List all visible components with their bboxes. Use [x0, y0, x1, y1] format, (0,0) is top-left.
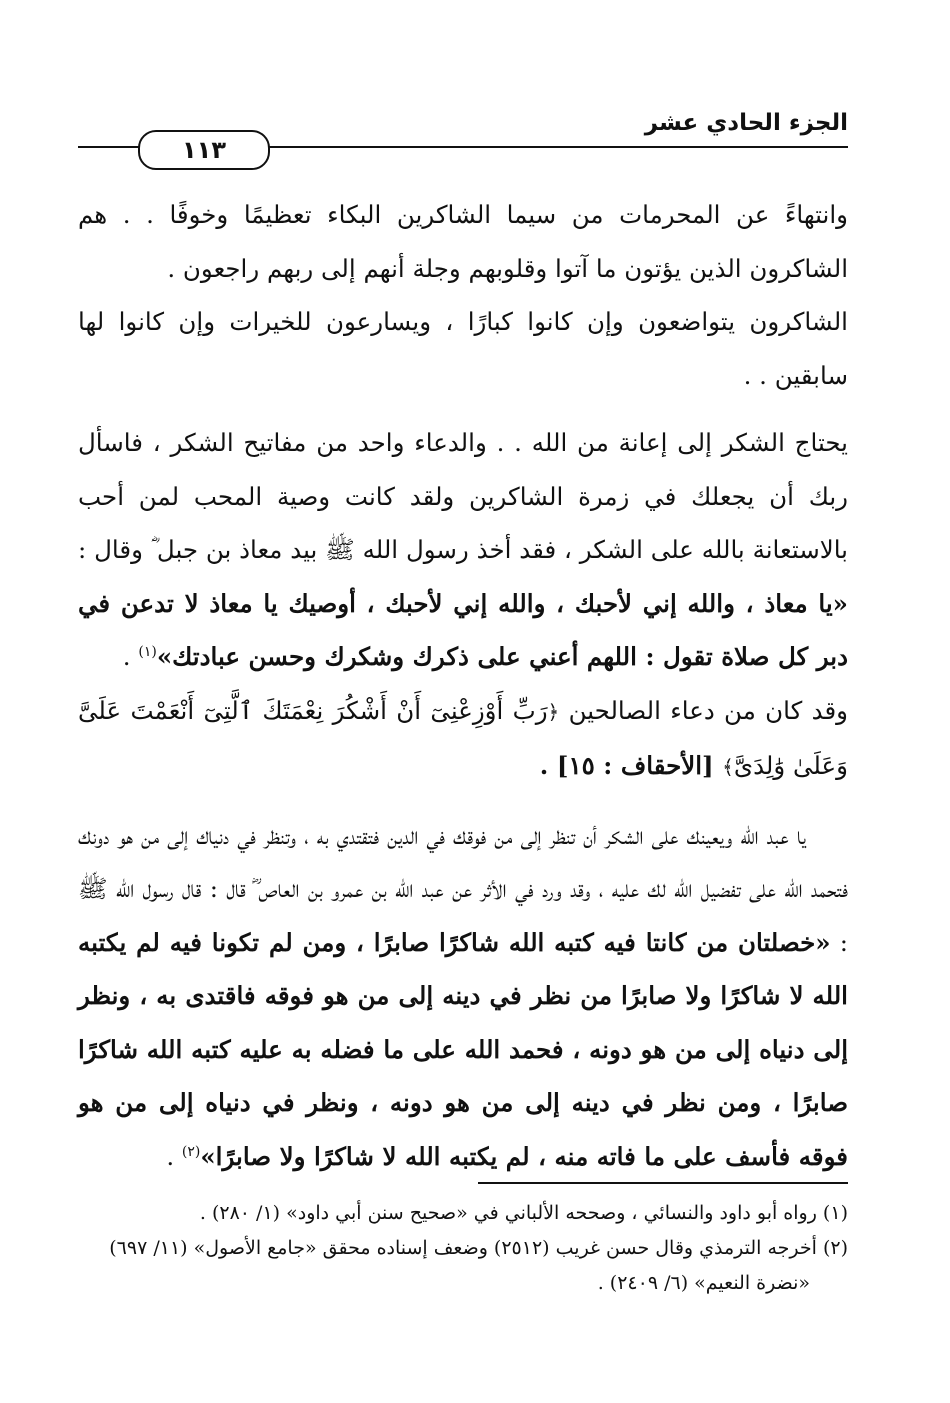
paragraph-5 — [78, 809, 848, 1184]
hadith-quote-1: «يا معاذ ، والله إني لأحبك ، والله إني لأحبك ، أوصيك يا معاذ لا تدعن في دبر كل صلاة تقول : اللهم أعني على ذكرك وشكرك وحسن عبادتك» — [78, 588, 848, 671]
paragraph-3 — [78, 416, 848, 684]
quran-close-bracket: ﴾ — [722, 755, 734, 779]
page-number: ١١٣ — [138, 130, 270, 170]
paragraph-5-text: يا عبد الله ويعينك على الشكر أن تنظر إلى من فوقك في الدين فتقتدي به ، وتنظر في دنياك إلى من هو دونك فتحمد الله على تفضيل الله لك عليه ، وقد ورد في الأثر عن عبد الله بن عمرو بن العاص ؓ قال : قال رسول الله ﷺ : — [78, 820, 848, 957]
quran-open-bracket: ﴿ — [547, 699, 560, 724]
paragraph-2: الشاكرون يتواضعون وإن كانوا كبارًا ، ويسارعون للخيرات وإن كانوا لها سابقين . . — [78, 307, 848, 390]
footnote-ref-1: (١) — [138, 643, 157, 660]
footnotes — [78, 1196, 848, 1301]
quran-verse: رَبِّ أَوْزِعْنِىٓ أَنْ أَشْكُرَ نِعْمَتَكَ ٱلَّتِىٓ أَنْعَمْتَ عَلَىَّ وَعَلَىٰ وَٰلِدَىَّ — [78, 695, 848, 780]
footnote-rule — [478, 1182, 848, 1184]
paragraph-4 — [78, 684, 848, 795]
footnote-2-continuation: «نضرة النعيم» (٦/ ٢٤٠٩) . — [597, 1272, 810, 1294]
paragraph-3-text: يحتاج الشكر إلى إعانة من الله . . والدعاء واحد من مفاتيح الشكر ، فاسأل ربك أن يجعلك في زمرة الشاكرين ولقد كانت وصية المحب لمن أحب بالاستعانة بالله على الشكر ، فقد أخذ رسول الله ﷺ بيد معاذ بن جبل ؓ وقال : — [78, 428, 848, 564]
footnote-2: (٢) أخرجه الترمذي وقال حسن غريب (٢٥١٢) وضعف إسناده محقق «جامع الأصول» (١١/ ٦٩٧) — [109, 1237, 848, 1259]
main-text — [78, 188, 848, 1183]
verse-citation: [الأحقاف : ١٥] . — [539, 751, 723, 780]
paragraph-3-end: . — [122, 642, 139, 671]
page-header — [78, 108, 848, 168]
hadith-quote-2: «خصلتان من كانتا فيه كتبه الله شاكرًا صابرًا ، ومن لم تكونا فيه لم يكتبه الله لا شاكرًا ولا صابرًا من نظر في دينه إلى من هو فوقه فاقتدى به ، ونظر إلى دنياه إلى من هو دونه ، فحمد الله على ما فضله به عليه كتبه الله شاكرًا صابرًا ، ومن نظر في دينه إلى من هو دونه ، ونظر في دنياه إلى من هو فوقه فأسف على ما فاته منه ، لم يكتبه الله لا شاكرًا ولا صابرًا» — [78, 927, 848, 1171]
paragraph-5-end: . — [166, 1141, 182, 1171]
running-head: الجزء الحادي عشر — [644, 110, 848, 136]
paragraph-1: وانتهاءً عن المحرمات من سيما الشاكرين البكاء تعظيمًا وخوفًا . . هم الشاكرون الذين يؤتون ما آتوا وقلوبهم وجلة أنهم إلى ربهم راجعون . — [78, 200, 848, 283]
paragraph-4-text: وقد كان من دعاء الصالحين — [559, 695, 848, 725]
footnote-ref-2: (٢) — [181, 1143, 201, 1160]
footnote-1: (١) رواه أبو داود والنسائي ، وصححه الألباني في «صحيح سنن أبي داود» (١/ ٢٨٠) . — [199, 1202, 848, 1224]
